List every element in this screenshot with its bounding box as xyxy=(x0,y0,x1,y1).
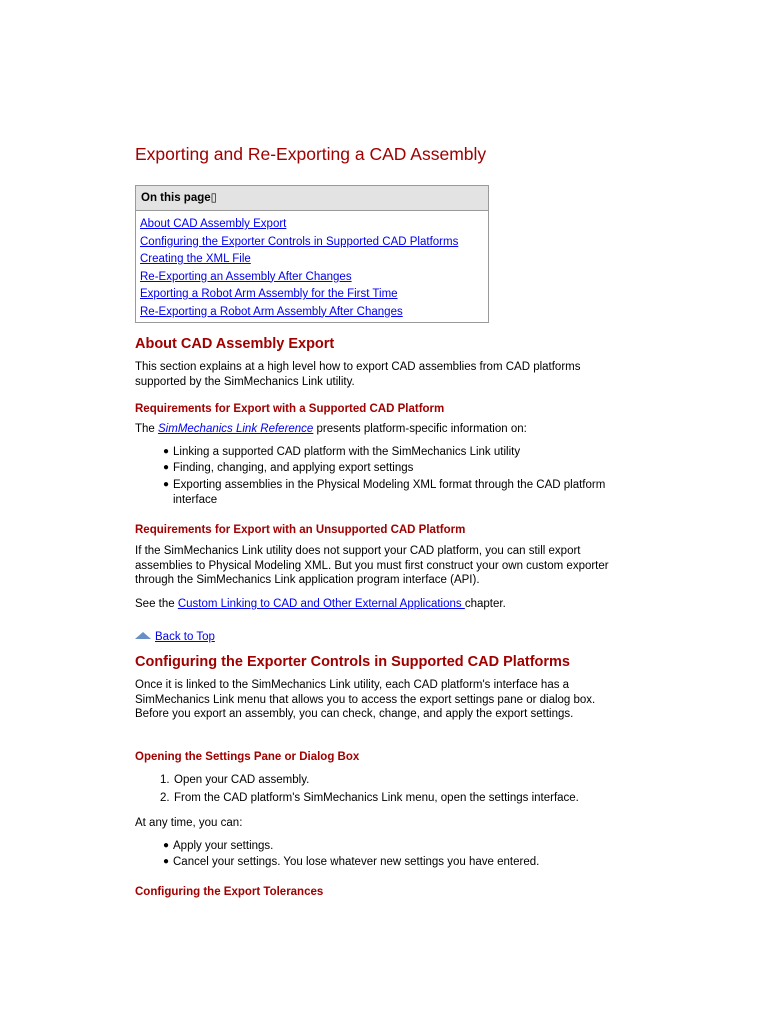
on-this-page-box xyxy=(135,185,489,323)
list-item xyxy=(163,854,633,870)
list-item xyxy=(160,790,630,806)
list-item-text: Linking a supported CAD platform with the SimMechanics Link utility xyxy=(173,446,521,458)
up-arrow-icon xyxy=(135,632,151,639)
supported-platform-bullets xyxy=(163,444,633,507)
bullet-icon: ● xyxy=(163,446,170,457)
text-suffix: presents platform-specific information on: xyxy=(313,423,527,435)
toc-link-reexporting-assembly[interactable]: Re-Exporting an Assembly After Changes xyxy=(140,270,352,283)
text-suffix: chapter. xyxy=(464,598,506,610)
opening-settings-steps xyxy=(160,772,630,806)
back-to-top-link[interactable]: Back to Top xyxy=(155,631,215,643)
anytime-bullets xyxy=(163,838,633,870)
bullet-icon: ● xyxy=(163,479,170,490)
bullet-icon: ● xyxy=(163,462,170,473)
about-export-intro: This section explains at a high level how to export CAD assemblies from CAD platforms supported by the SimMechanics Link utility. xyxy=(135,361,581,388)
subheading-export-tolerances: Configuring the Export Tolerances xyxy=(135,886,324,898)
back-to-top[interactable] xyxy=(135,631,215,643)
text-prefix: The xyxy=(135,423,159,435)
toc-link-about-export[interactable]: About CAD Assembly Export xyxy=(140,218,287,230)
section-heading-about-export: About CAD Assembly Export xyxy=(135,336,335,352)
list-item xyxy=(163,460,633,476)
list-item-text: Apply your settings. xyxy=(173,840,274,852)
list-item-text: Cancel your settings. You lose whatever new settings you have entered. xyxy=(173,856,540,868)
simmechanics-link-reference-link[interactable]: SimMechanics Link Reference xyxy=(158,423,314,435)
list-item-text: Finding, changing, and applying export settings xyxy=(173,462,414,474)
toc-list xyxy=(136,211,488,321)
bullet-icon: ● xyxy=(163,856,170,867)
page-title: Exporting and Re-Exporting a CAD Assembly xyxy=(135,144,487,164)
section-heading-configuring-exporter: Configuring the Exporter Controls in Supported CAD Platforms xyxy=(135,654,570,670)
unsupported-platform-text: If the SimMechanics Link utility does not support your CAD platform, you can still export assemblies to Physical Modeling XML. But you must first construct your own custom exporter through the SimMechanics Link application program interface (API). xyxy=(135,545,609,586)
list-item xyxy=(160,772,630,788)
toc-link-configuring-exporter[interactable]: Configuring the Exporter Controls in Supported CAD Platforms xyxy=(140,235,459,248)
on-this-page-heading: On this page▯ xyxy=(136,186,488,211)
toc-link-exporting-robot-arm[interactable]: Exporting a Robot Arm Assembly for the First Time xyxy=(140,288,398,300)
configuring-exporter-intro: Once it is linked to the SimMechanics Link utility, each CAD platform's interface has a SimMechanics Link menu that allows you to access the export settings pane or dialog box. Before you export an assembly, you can check, change, and apply the export settings. xyxy=(135,679,596,720)
toc-link-reexporting-robot-arm[interactable]: Re-Exporting a Robot Arm Assembly After Changes xyxy=(140,305,403,318)
custom-linking-chapter-link[interactable]: Custom Linking to CAD and Other External Applications xyxy=(177,598,465,610)
anytime-text: At any time, you can: xyxy=(135,817,243,829)
list-item-text: Exporting assemblies in the Physical Modeling XML format through the CAD platform interface xyxy=(173,479,606,506)
list-item xyxy=(163,478,633,507)
supported-platform-text xyxy=(135,422,630,437)
subheading-supported-platform: Requirements for Export with a Supported CAD Platform xyxy=(135,403,445,415)
list-item xyxy=(163,444,633,460)
list-item xyxy=(163,838,633,854)
toc-link-creating-xml[interactable]: Creating the XML File xyxy=(140,253,251,265)
subheading-opening-settings: Opening the Settings Pane or Dialog Box xyxy=(135,751,360,763)
list-item-text: From the CAD platform's SimMechanics Link menu, open the settings interface. xyxy=(174,792,579,804)
subheading-unsupported-platform: Requirements for Export with an Unsupported CAD Platform xyxy=(135,524,466,536)
see-chapter-text xyxy=(135,597,630,612)
text-prefix: See the xyxy=(135,598,178,610)
step-number: 2. xyxy=(160,792,170,804)
step-number: 1. xyxy=(160,774,170,786)
bullet-icon: ● xyxy=(163,840,170,851)
list-item-text: Open your CAD assembly. xyxy=(174,774,310,786)
